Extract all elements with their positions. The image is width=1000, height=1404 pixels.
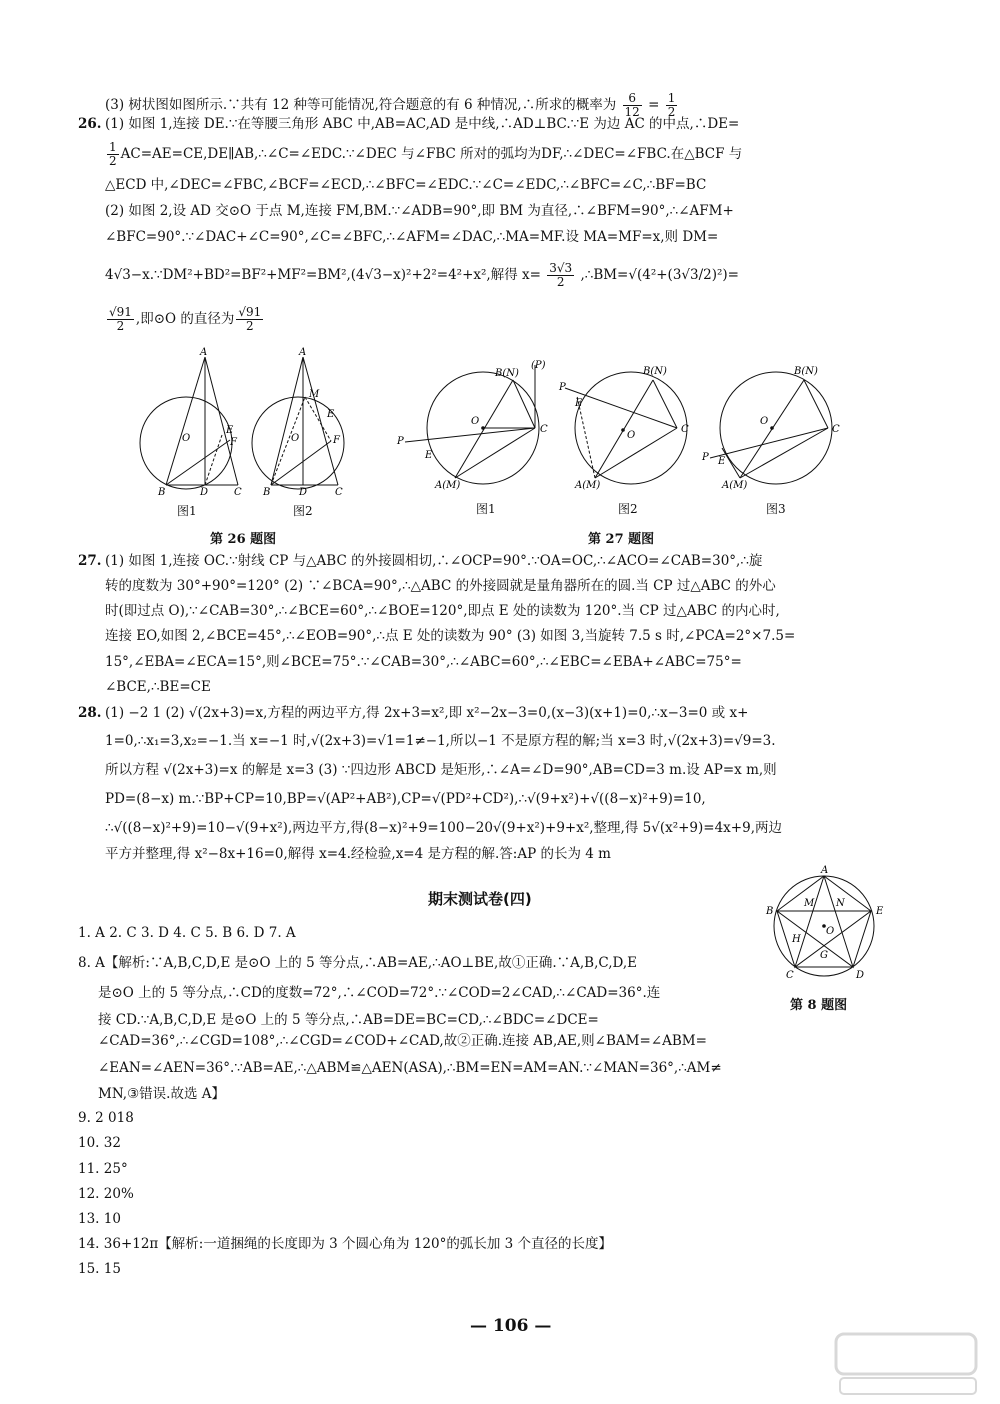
svg-text:B: B xyxy=(158,487,166,498)
fraction: $\frac{√91}{2}$ xyxy=(109,305,132,333)
svg-text:O: O xyxy=(627,430,636,441)
figure-27-3-drawing xyxy=(700,360,860,490)
q27-line-4: 连接 EO,如图 2,∠BCE=45°,∴∠EOB=90°,∴点 E 处的读数为 90° (3) 如图 3,当旋转 7.5 s 时,∠PCA=2°×7.5= xyxy=(105,628,796,644)
answer-8-line-4: ∠CAD=36°,∴∠CGD=108°,∴∠CGD=∠COD+∠CAD,故②正确.连接 AB,AE,则∠BAM=∠ABM= xyxy=(98,1033,707,1049)
q26-line-2: $\frac{1}{2}$ AC=AE=CE,DE∥AB,∴∠C=∠EDC.∵∠DEC 与∠FBC 所对的弧均为DF,∴∠DEC=∠FBC.在△BCF 与 xyxy=(109,140,743,168)
figure-label: 图2 xyxy=(618,502,638,516)
q28-line-1: (1) −2 1 (2) √(2x+3)=x,方程的两边平方,得 2x+3=x²,即 x²−2x−3=0,(x−3)(x+1)=0,∴x−3=0 或 x+ xyxy=(105,705,749,721)
svg-text:D: D xyxy=(200,487,209,498)
q26-line-1: (1) 如图 1,连接 DE.∵在等腰三角形 ABC 中,AB=AC,AD 是中线,∴AD⊥BC.∵E 为边 AC 的中点,∴DE= xyxy=(105,116,740,132)
svg-text:A: A xyxy=(299,347,307,358)
svg-text:P: P xyxy=(559,382,566,393)
answer-12: 12. 20% xyxy=(78,1186,134,1202)
watermark-logo-icon xyxy=(832,1328,982,1398)
figure-27-1-drawing xyxy=(395,360,555,490)
figure-26-2 xyxy=(243,345,353,499)
answer-11: 11. 25° xyxy=(78,1161,128,1177)
figure-26-2-drawing xyxy=(243,345,353,498)
svg-text:C: C xyxy=(832,424,840,435)
svg-text:P: P xyxy=(397,436,404,447)
figure-label: 图1 xyxy=(476,502,496,516)
q28-line-4: PD=(8−x) m.∵BP+CP=10,BP=√(AP²+AB²),CP=√(PD²+CD²),∴√(9+x²)+√((8−x)²+9)=10, xyxy=(105,791,706,807)
fraction: $\frac{6}{12}$ xyxy=(624,91,640,119)
q26-line-7: $\frac{√91}{2}$ ,即⊙O 的直径为 $\frac{√91}{2}$ xyxy=(109,305,262,333)
svg-text:M: M xyxy=(804,898,815,909)
answer-8-line-3: 接 CD.∵A,B,C,D,E 是⊙O 上的 5 等分点,∴AB=DE=BC=CD,∴∠BDC=∠DCE= xyxy=(98,1012,599,1028)
svg-text:C: C xyxy=(786,970,794,981)
answer-8-line-2: 是⊙O 上的 5 等分点,∴CD的度数=72°,∴∠COD=72°.∵∠COD=2∠CAD,∴∠CAD=36°.连 xyxy=(98,985,661,1001)
svg-text:E: E xyxy=(327,409,335,420)
svg-text:(P): (P) xyxy=(531,360,546,371)
q26-line-6: 4√3−x.∵DM²+BD²=BF²+MF²=BM²,(4√3−x)²+2²=4²+x²,解得 x= $\frac{3√3}{2}$ ,∴BM=√(4²+(3√3/2)²)= xyxy=(105,261,739,289)
svg-text:B: B xyxy=(766,906,774,917)
fraction: $\frac{1}{2}$ xyxy=(667,91,676,119)
q26-number: 26. xyxy=(78,116,102,132)
svg-text:C: C xyxy=(335,487,343,498)
svg-text:N: N xyxy=(836,898,845,909)
caption-26: 第 26 题图 xyxy=(210,532,277,547)
svg-text:B: B xyxy=(263,487,271,498)
figure-26-1-drawing xyxy=(138,345,248,498)
svg-text:A(M): A(M) xyxy=(575,480,601,491)
svg-text:D: D xyxy=(299,487,308,498)
fraction: $\frac{√91}{2}$ xyxy=(238,305,262,333)
figure-27-3 xyxy=(700,360,860,494)
svg-text:E: E xyxy=(575,398,583,409)
svg-text:C: C xyxy=(540,424,548,435)
q26-line-3: △ECD 中,∠DEC=∠FBC,∠BCF=∠ECD,∴∠BFC=∠EDC.∵∠C=∠EDC,∴∠BFC=∠C,∴BF=BC xyxy=(105,177,707,193)
svg-text:O: O xyxy=(471,416,480,427)
svg-text:F: F xyxy=(333,435,340,446)
svg-text:A: A xyxy=(200,347,208,358)
caption-8: 第 8 题图 xyxy=(790,998,848,1013)
q27-line-3: 时(即过点 O),∵∠CAB=30°,∴∠BCE=60°,∴∠BOE=120°,即点 E 处的读数为 120°.当 CP 过△ABC 的内心时, xyxy=(105,603,780,619)
q25-line: (3) 树状图如图所示.∵共有 12 种等可能情况,符合题意的有 6 种情况,∴所求的概率为 $\frac{6}{12}$ = $\frac{1}{2}$ xyxy=(105,91,676,119)
svg-text:P: P xyxy=(702,452,709,463)
section-title: 期末测试卷(四) xyxy=(428,890,532,908)
svg-text:E: E xyxy=(718,456,726,467)
answer-15: 15. 15 xyxy=(78,1261,121,1277)
figure-26-1 xyxy=(138,345,248,499)
svg-text:O: O xyxy=(826,926,835,937)
svg-text:H: H xyxy=(792,934,801,945)
q28-line-3: 所以方程 √(2x+3)=x 的解是 x=3 (3) ∵四边形 ABCD 是矩形,∴∠A=∠D=90°,AB=CD=3 m.设 AP=x m,则 xyxy=(105,762,777,778)
figure-27-2 xyxy=(555,360,715,494)
q27-line-6: ∠BCE,∴BE=CE xyxy=(105,679,211,695)
q26-line-5: ∠BFC=90°.∵∠DAC+∠C=90°,∠C=∠BFC,∴∠AFM=∠DAC,∴MA=MF.设 MA=MF=x,则 DM= xyxy=(105,229,719,245)
answer-10: 10. 32 xyxy=(78,1135,121,1151)
svg-text:A(M): A(M) xyxy=(435,480,461,491)
figure-8 xyxy=(762,862,882,996)
q27-number: 27. xyxy=(78,553,102,569)
q28-number: 28. xyxy=(78,705,102,721)
figure-label: 图1 xyxy=(177,504,197,518)
q28-line-6: 平方并整理,得 x²−8x+16=0,解得 x=4.经检验,x=4 是方程的解.答:AP 的长为 4 m xyxy=(105,846,611,862)
q27-line-1: (1) 如图 1,连接 OC.∵射线 CP 与△ABC 的外接圆相切,∴∠OCP=90°.∵OA=OC,∴∠ACO=∠CAB=30°,∴旋 xyxy=(105,553,763,569)
q26-line-4: (2) 如图 2,设 AD 交⊙O 于点 M,连接 FM,BM.∵∠ADB=90°,即 BM 为直径,∴∠BFM=90°,∴∠AFM+ xyxy=(105,203,734,219)
svg-text:B(N): B(N) xyxy=(643,366,667,377)
svg-text:G: G xyxy=(820,950,828,961)
figure-label: 图2 xyxy=(293,504,313,518)
svg-text:E: E xyxy=(876,906,884,917)
svg-text:A: A xyxy=(821,865,829,876)
svg-text:F: F xyxy=(230,437,237,448)
svg-text:E: E xyxy=(425,450,433,461)
answer-14: 14. 36+12π【解析:一道捆绳的长度即为 3 个圆心角为 120°的弧长加 3 个直径的长度】 xyxy=(78,1236,613,1252)
page-number: — 106 — xyxy=(470,1316,552,1336)
q28-line-2: 1=0,∴x₁=3,x₂=−1.当 x=−1 时,√(2x+3)=√1=1≠−1,所以−1 不是原方程的解;当 x=3 时,√(2x+3)=√9=3. xyxy=(105,733,776,749)
figure-27-1 xyxy=(395,360,555,494)
svg-text:O: O xyxy=(182,433,191,444)
svg-text:D: D xyxy=(856,970,865,981)
answer-13: 13. 10 xyxy=(78,1211,121,1227)
answer-9: 9. 2 018 xyxy=(78,1110,134,1126)
figure-27-2-drawing xyxy=(555,360,715,490)
answers-1-7: 1. A 2. C 3. D 4. C 5. B 6. D 7. A xyxy=(78,925,296,941)
svg-text:B(N): B(N) xyxy=(495,368,519,379)
figure-label: 图3 xyxy=(766,502,786,516)
q27-line-2: 转的度数为 30°+90°=120° (2) ∵∠BCA=90°,∴△ABC 的外接圆就是量角器所在的圆.当 CP 过△ABC 的外心 xyxy=(105,578,776,594)
svg-text:E: E xyxy=(226,425,234,436)
figure-8-drawing xyxy=(762,862,882,992)
svg-text:O: O xyxy=(760,416,769,427)
answer-8-line-5: ∠EAN=∠AEN=36°.∵AB=AE,∴△ABM≌△AEN(ASA),∴BM=EN=AM=AN.∵∠MAN=36°,∴AM≠ xyxy=(98,1060,722,1076)
answer-8-line-6: MN,③错误.故选 A】 xyxy=(98,1086,225,1102)
q27-line-5: 15°,∠EBA=∠ECA=15°,则∠BCE=75°.∵∠CAB=30°,∴∠ABC=60°,∴∠EBC=∠EBA+∠ABC=75°= xyxy=(105,654,742,670)
svg-text:O: O xyxy=(291,433,300,444)
svg-text:C: C xyxy=(681,424,689,435)
q28-line-5: ∴√((8−x)²+9)=10−√(9+x²),两边平方,得(8−x)²+9=100−20√(9+x²)+9+x²,整理,得 5√(x²+9)=4x+9,两边 xyxy=(105,820,782,836)
fraction: $\frac{1}{2}$ xyxy=(109,140,117,168)
svg-text:M: M xyxy=(309,389,320,400)
answer-8-line-1: 8. A【解析:∵A,B,C,D,E 是⊙O 上的 5 等分点,∴AB=AE,∴AO⊥BE,故①正确.∵A,B,C,D,E xyxy=(78,955,637,971)
svg-text:B(N): B(N) xyxy=(794,366,818,377)
caption-27: 第 27 题图 xyxy=(588,532,655,547)
svg-text:A(M): A(M) xyxy=(722,480,748,491)
fraction: $\frac{3√3}{2}$ xyxy=(549,261,573,289)
svg-text:C: C xyxy=(234,487,242,498)
